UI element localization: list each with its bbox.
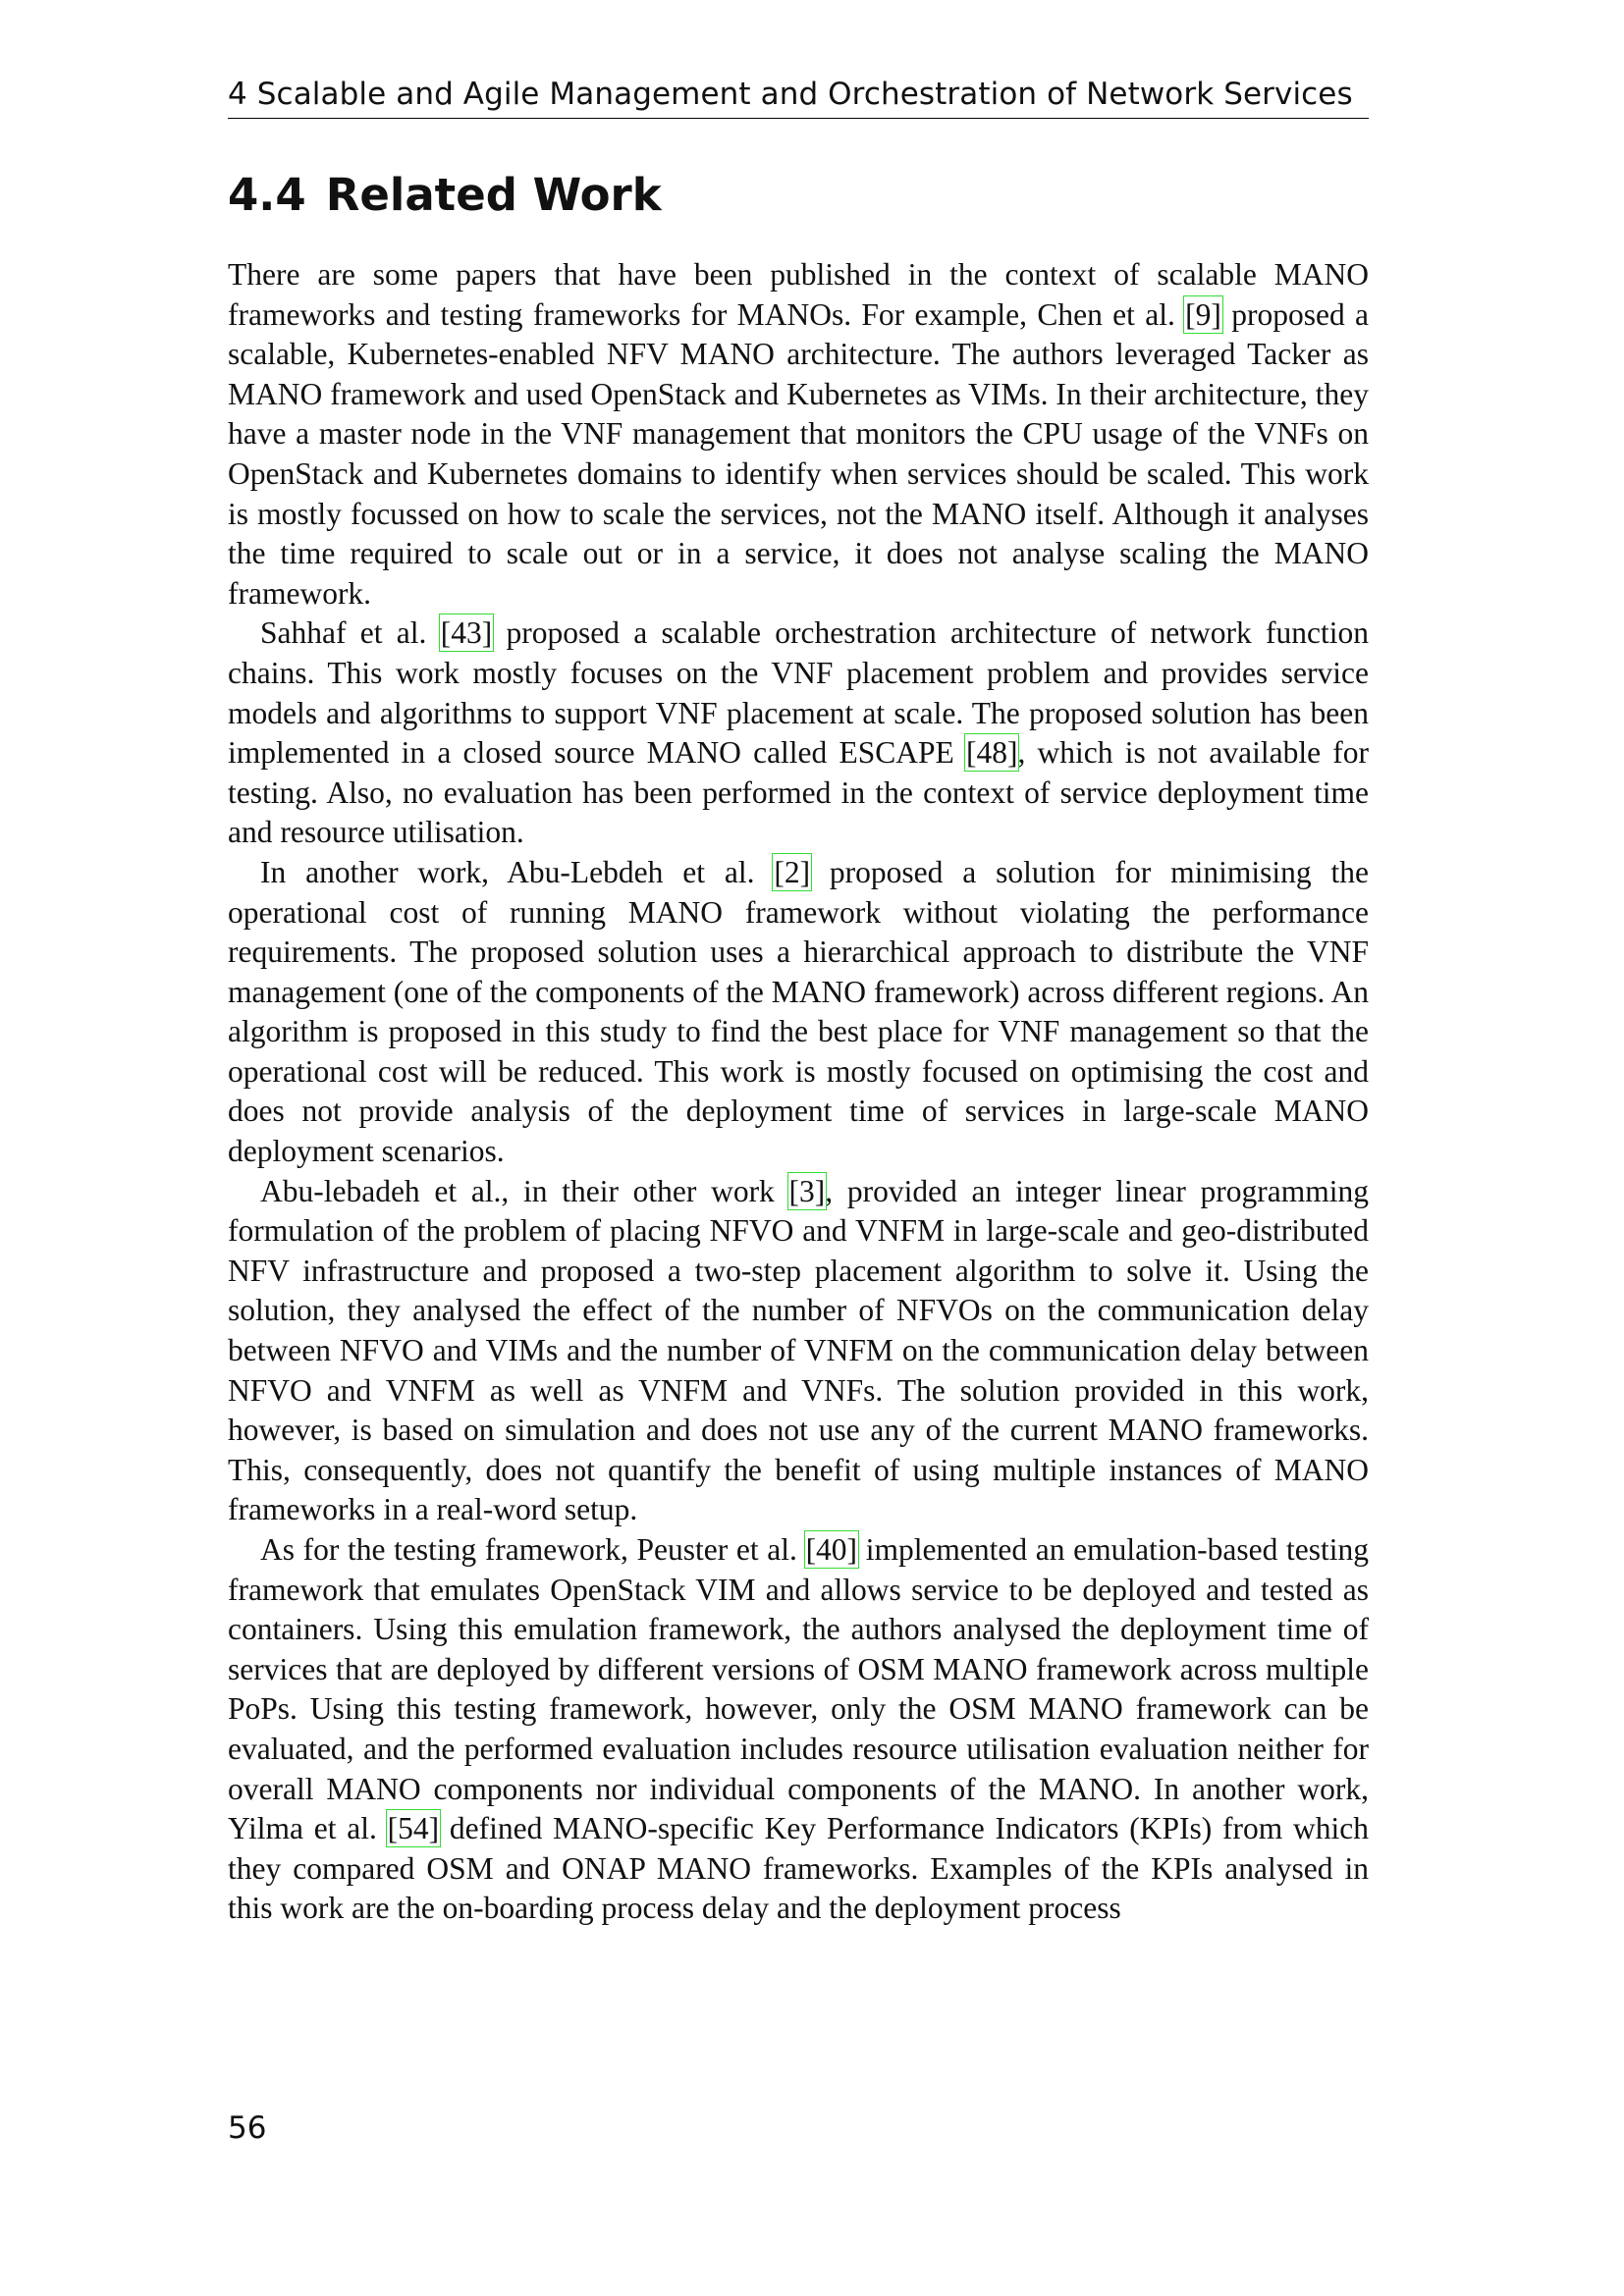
paragraph-text: proposed a scalable, Kubernetes-enabled NFV MANO architecture. The authors leveraged Tacker as MANO framework and used OpenStack and Kubernetes as VIMs. In their architecture, they have a master node in the VNF management that monitors the CPU usage of the VNFs on OpenStack and Kubernetes domains to identify when services should be scaled. This work is mostly focussed on how to scale the services, not the MANO itself. Although it analyses the time required to scale out or in a service, it does not analyse scaling the MANO framework. bbox=[228, 296, 1369, 611]
paragraph-3 bbox=[228, 853, 1369, 1172]
paragraph-1 bbox=[228, 255, 1369, 614]
paragraph-text: , which is not available for testing. Also, no evaluation has been performed in the context of service deployment time and resource utilisation. bbox=[228, 735, 1369, 850]
paragraph-text: Abu-lebadeh et al., in their other work bbox=[260, 1173, 789, 1208]
paragraph-text: As for the testing framework, Peuster et al. bbox=[260, 1532, 806, 1567]
paragraph-2 bbox=[228, 614, 1369, 853]
citation-link[interactable]: [3] bbox=[788, 1173, 826, 1208]
citation-link[interactable]: [54] bbox=[387, 1811, 440, 1846]
paragraph-4 bbox=[228, 1172, 1369, 1530]
paragraph-5 bbox=[228, 1530, 1369, 1929]
paragraph-text: proposed a scalable orchestration architecture of network function chains. This work mostly focuses on the VNF placement problem and provides service models and algorithms to support VNF placement at scale. The proposed solution has been implemented in a closed source MANO called ESCAPE bbox=[228, 615, 1369, 771]
paragraph-text: There are some papers that have been published in the context of scalable MANO frameworks and testing frameworks for MANOs. For example, Chen et al. bbox=[228, 257, 1369, 332]
paragraph-text: , provided an integer linear programming formulation of the problem of placing NFVO and VNFM in large-scale and geo-distributed NFV infrastructure and proposed a two-step placement algorithm to solve it. Using the solution, they analysed the effect of the number of NFVOs on the communication delay between NFVO and VIMs and the number of VNFM on the communication delay between NFVO and VNFM as well as VNFM and VNFs. The solution provided in this work, however, is based on simulation and does not use any of the current MANO frameworks. This, consequently, does not quantify the benefit of using multiple instances of MANO frameworks in a real-word setup. bbox=[228, 1173, 1369, 1527]
paragraph-text: In another work, Abu-Lebdeh et al. bbox=[260, 854, 775, 889]
citation-link[interactable]: [2] bbox=[774, 854, 811, 889]
body-text bbox=[228, 255, 1369, 1929]
running-header-title: 4 Scalable and Agile Management and Orchestration of Network Services bbox=[228, 77, 1353, 112]
citation-link[interactable]: [43] bbox=[440, 615, 493, 651]
citation-link[interactable]: [48] bbox=[965, 735, 1018, 771]
section-title bbox=[228, 163, 662, 228]
citation-link[interactable]: [40] bbox=[805, 1532, 858, 1567]
section-number: 4.4 bbox=[228, 169, 306, 221]
page-number: 56 bbox=[228, 2110, 267, 2146]
paragraph-text: Sahhaf et al. bbox=[260, 615, 441, 651]
paragraph-text: implemented an emulation-based testing framework that emulates OpenStack VIM and allows service to be deployed and tested as containers. Using this emulation framework, the authors analysed the deployment time of services that are deployed by different versions of OSM MANO framework across multiple PoPs. Using this testing framework, however, only the OSM MANO framework can be evaluated, and the performed evaluation includes resource utilisation evaluation neither for overall MANO components nor individual components of the MANO. In another work, Yilma et al. bbox=[228, 1532, 1370, 1846]
running-header bbox=[228, 73, 1369, 119]
paragraph-text: defined MANO-specific Key Performance Indicators (KPIs) from which they compared OSM and ONAP MANO frameworks. Examples of the KPIs analysed in this work are the on-boarding process delay and the deployment process bbox=[228, 1811, 1369, 1926]
paragraph-text: proposed a solution for minimising the operational cost of running MANO framework without violating the performance requirements. The proposed solution uses a hierarchical approach to distribute the VNF management (one of the components of the MANO framework) across different regions. An algorithm is proposed in this study to find the best place for VNF management so that the operational cost will be reduced. This work is mostly focused on optimising the cost and does not provide analysis of the deployment time of services in large-scale MANO deployment scenarios. bbox=[228, 854, 1369, 1169]
section-title-text: Related Work bbox=[325, 169, 662, 221]
citation-link[interactable]: [9] bbox=[1185, 296, 1221, 332]
